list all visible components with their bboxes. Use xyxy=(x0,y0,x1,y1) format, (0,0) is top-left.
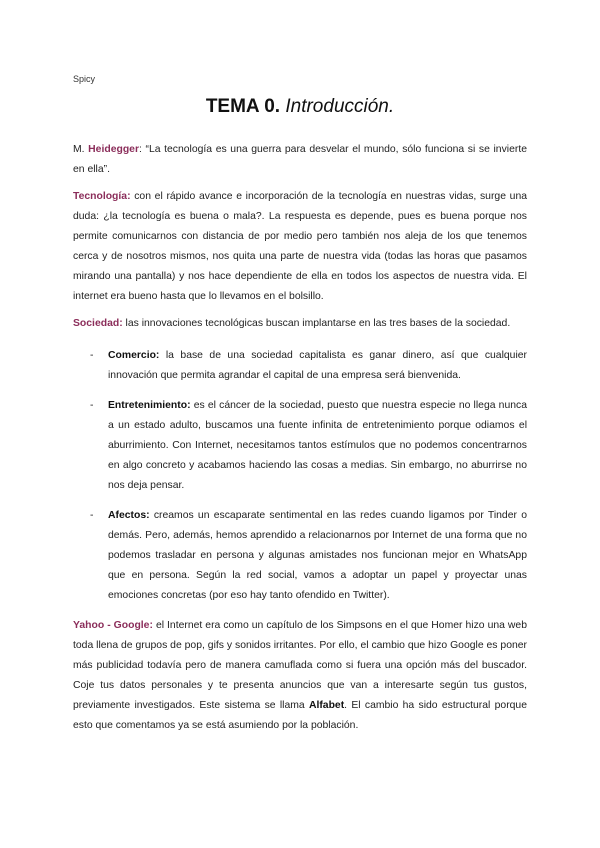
sociedad-bullet-list xyxy=(73,346,527,606)
sociedad-term: Sociedad: xyxy=(73,318,123,329)
yahoo-text-2: . El cambio ha sido estructural porque esto que comentamos ya se está asumiendo por la población. xyxy=(73,700,527,731)
tecnologia-text: con el rápido avance e incorporación de la tecnología en nuestras vidas, surge una duda: ¿la tecnología es buena o mala?. La respuesta es depende, pues es buena porque nos permite comunicarnos con distancia de por medio pero también nos aleja de los que tenemos cerca y de nosotros mismos, nos quita una parte de nuestra vida (todas las horas que pasamos mirando una pantalla) y nos hace dependiente de ella en todos los aspectos de nuestra vida. El internet era bueno hasta que lo llevamos en el bolsillo. xyxy=(73,191,527,302)
bullet-dash: - xyxy=(90,510,94,521)
title-italic: Introducción. xyxy=(285,96,395,117)
list-item-afectos xyxy=(73,506,527,606)
list-item-entretenimiento xyxy=(73,396,527,496)
bullet-term: Comercio: xyxy=(108,350,160,361)
bullet-term: Entretenimiento: xyxy=(108,400,191,411)
bullet-dash: - xyxy=(90,350,94,361)
quote-paragraph xyxy=(73,140,527,180)
bullet-term: Afectos: xyxy=(108,510,150,521)
page-title xyxy=(0,96,600,118)
yahoo-google-term: Yahoo - Google: xyxy=(73,620,153,631)
sociedad-text: las innovaciones tecnológicas buscan implantarse en las tres bases de la sociedad. xyxy=(122,318,511,329)
list-item-comercio xyxy=(73,346,527,386)
bullet-text: es el cáncer de la sociedad, puesto que nuestra especie no llega nunca a un estado adulto, buscamos una fuente infinita de entretenimiento porque odiamos el aburrimiento. Con Internet, necesitamos tantos estímulos que no podemos concentrarnos en algo concreto y acabamos haciendo las cosas a medias. Sin embargo, no aburrirse no nos deja pensar. xyxy=(108,400,527,491)
quote-author: Heidegger xyxy=(88,144,139,155)
yahoo-google-paragraph xyxy=(73,616,527,736)
title-bold: TEMA 0. xyxy=(205,96,281,117)
header-label: Spicy xyxy=(73,74,96,84)
tecnologia-paragraph xyxy=(73,187,527,307)
alfabet-term: Alfabet xyxy=(308,700,345,711)
sociedad-paragraph xyxy=(73,314,527,334)
bullet-dash: - xyxy=(90,400,94,411)
tecnologia-term: Tecnología: xyxy=(73,191,131,202)
bullet-text: la base de una sociedad capitalista es ganar dinero, así que cualquier innovación que permita agrandar el capital de una empresa será bienvenida. xyxy=(108,350,527,381)
quote-text: : “La tecnología es una guerra para desvelar el mundo, sólo funciona si se invierte en ella”. xyxy=(73,144,527,175)
quote-prefix: M. xyxy=(73,144,89,155)
document-body xyxy=(73,140,527,743)
yahoo-text-1: el Internet era como un capítulo de los Simpsons en el que Homer hizo una web toda llena de grupos de pop, gifs y sonidos irritantes. Por ello, el cambio que hizo Google es poner más publicidad todavía pero de manera camuflada como si fuera una opción más del buscador. Coje tus datos personales y te presenta anuncios que van a interesarte según tus gustos, previamente investigados. Este sistema se llama xyxy=(73,620,527,711)
bullet-text: creamos un escaparate sentimental en las redes cuando ligamos por Tinder o demás. Pero, además, hemos aprendido a relacionarnos por Internet de una forma que no podemos trasladar en persona y algunas amistades nos funcionan mejor en WhatsApp que en persona. Según la red social, vamos a adoptar un papel y proyectar unas emociones concretas (por eso hay tanto ofendido en Twitter). xyxy=(108,510,527,601)
